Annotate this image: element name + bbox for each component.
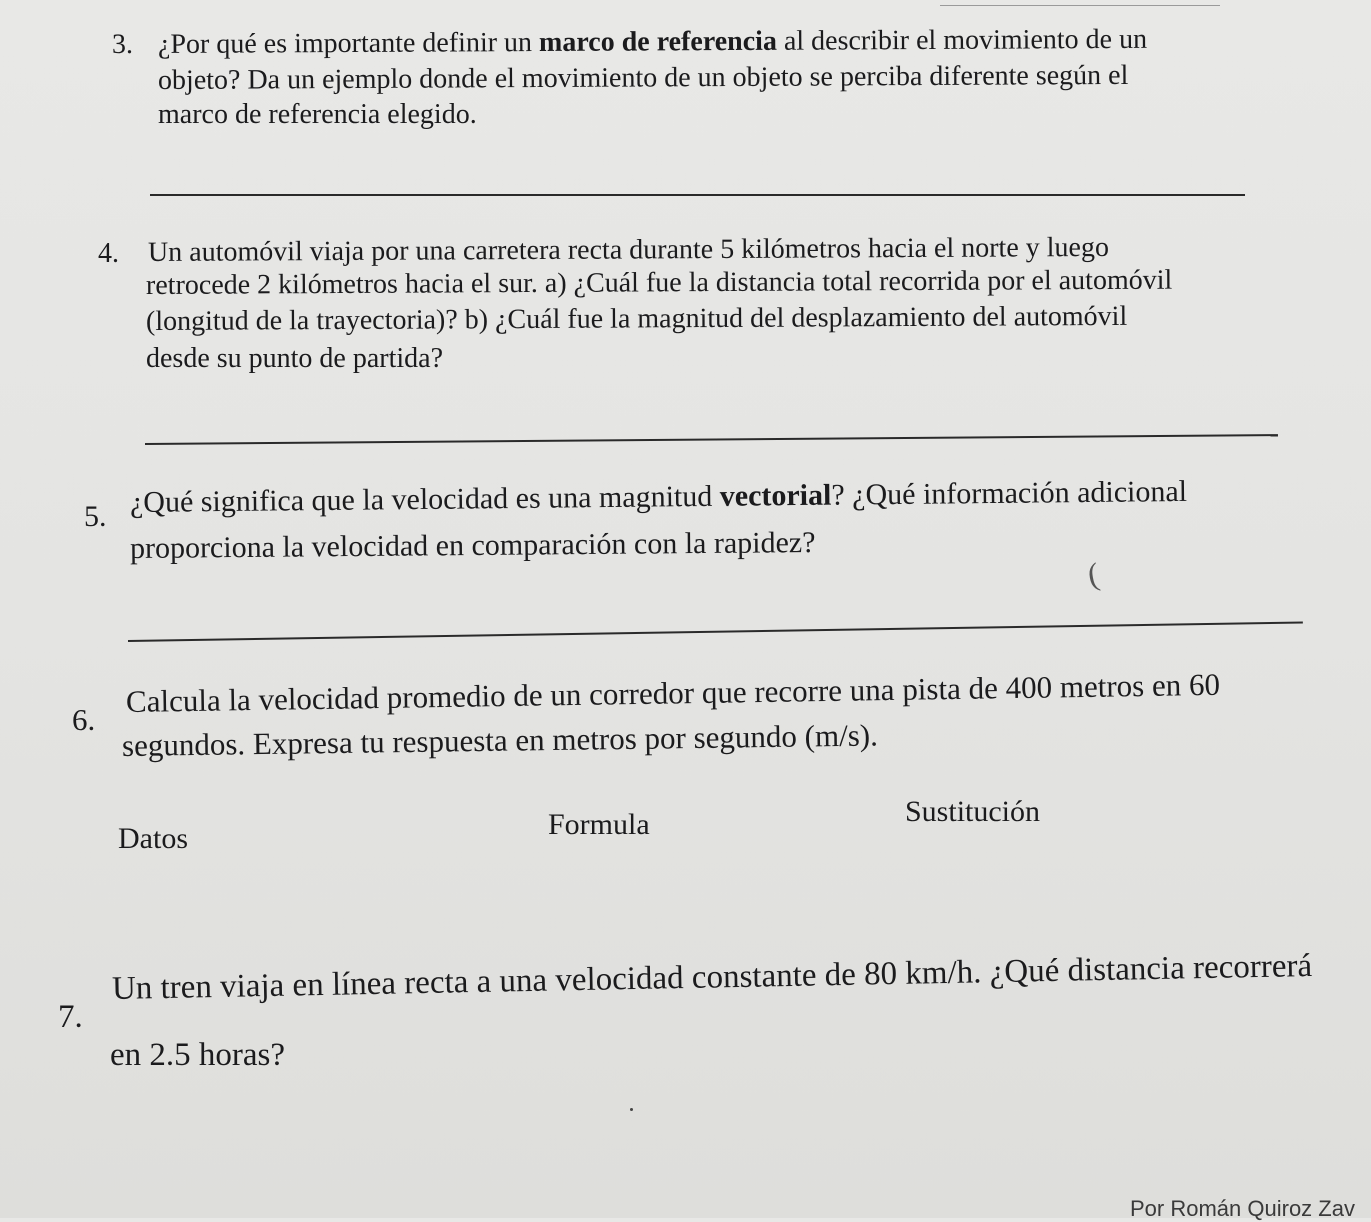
question-number: 7. — [58, 999, 83, 1035]
formula-label: Formula — [548, 808, 650, 841]
datos-label: Datos — [118, 822, 188, 855]
question-number: 5. — [84, 500, 107, 533]
top-divider — [940, 5, 1220, 6]
answer-line[interactable] — [145, 434, 1278, 445]
question-number: 3. — [111, 28, 134, 61]
question-text-line: objeto? Da un ejemplo donde el movimiento de un objeto se perciba diferente según el — [157, 59, 1129, 96]
question-text-line: desde su punto de partida? — [146, 343, 444, 374]
question-text-line: ¿Qué significa que la velocidad es una magnitud vectorial? ¿Qué información adicional — [129, 474, 1188, 519]
question-text-line: en 2.5 horas? — [110, 1037, 286, 1073]
question-text-line: segundos. Expresa tu respuesta en metros por segundo (m/s). — [121, 717, 879, 763]
pencil-mark: ( — [1084, 555, 1102, 593]
question-text-line: ¿Por qué es importante definir un marco de referencia al describir el movimiento de un — [157, 23, 1148, 60]
paper-mark — [630, 1108, 633, 1111]
footer-credit: Por Román Quiroz Zav — [1130, 1196, 1355, 1221]
sustitucion-label: Sustitución — [905, 795, 1041, 828]
question-number: 6. — [72, 702, 96, 737]
bold-term: marco de referencia — [538, 25, 777, 59]
question-text-line: Calcula la velocidad promedio de un corredor que recorre una pista de 400 metros en 60 — [125, 666, 1221, 719]
answer-line[interactable] — [128, 622, 1303, 642]
question-text-line: marco de referencia elegido. — [158, 99, 477, 130]
question-text-line: Un tren viaja en línea recta a una velocidad constante de 80 km/h. ¿Qué distancia recorrerá — [111, 947, 1313, 1007]
question-text-line: retrocede 2 kilómetros hacia el sur. a) ¿Cuál fue la distancia total recorrida por el automóvil — [145, 264, 1173, 301]
question-text-line: Un automóvil viaja por una carretera recta durante 5 kilómetros hacia el norte y luego — [147, 231, 1110, 268]
question-text-line: (longitud de la trayectoria)? b) ¿Cuál fue la magnitud del desplazamiento del automóvil — [145, 300, 1128, 337]
question-text-line: proporciona la velocidad en comparación con la rapidez? — [129, 526, 816, 565]
bold-term: vectorial — [719, 478, 832, 513]
answer-line[interactable] — [150, 194, 1245, 196]
question-number: 4. — [98, 238, 119, 269]
